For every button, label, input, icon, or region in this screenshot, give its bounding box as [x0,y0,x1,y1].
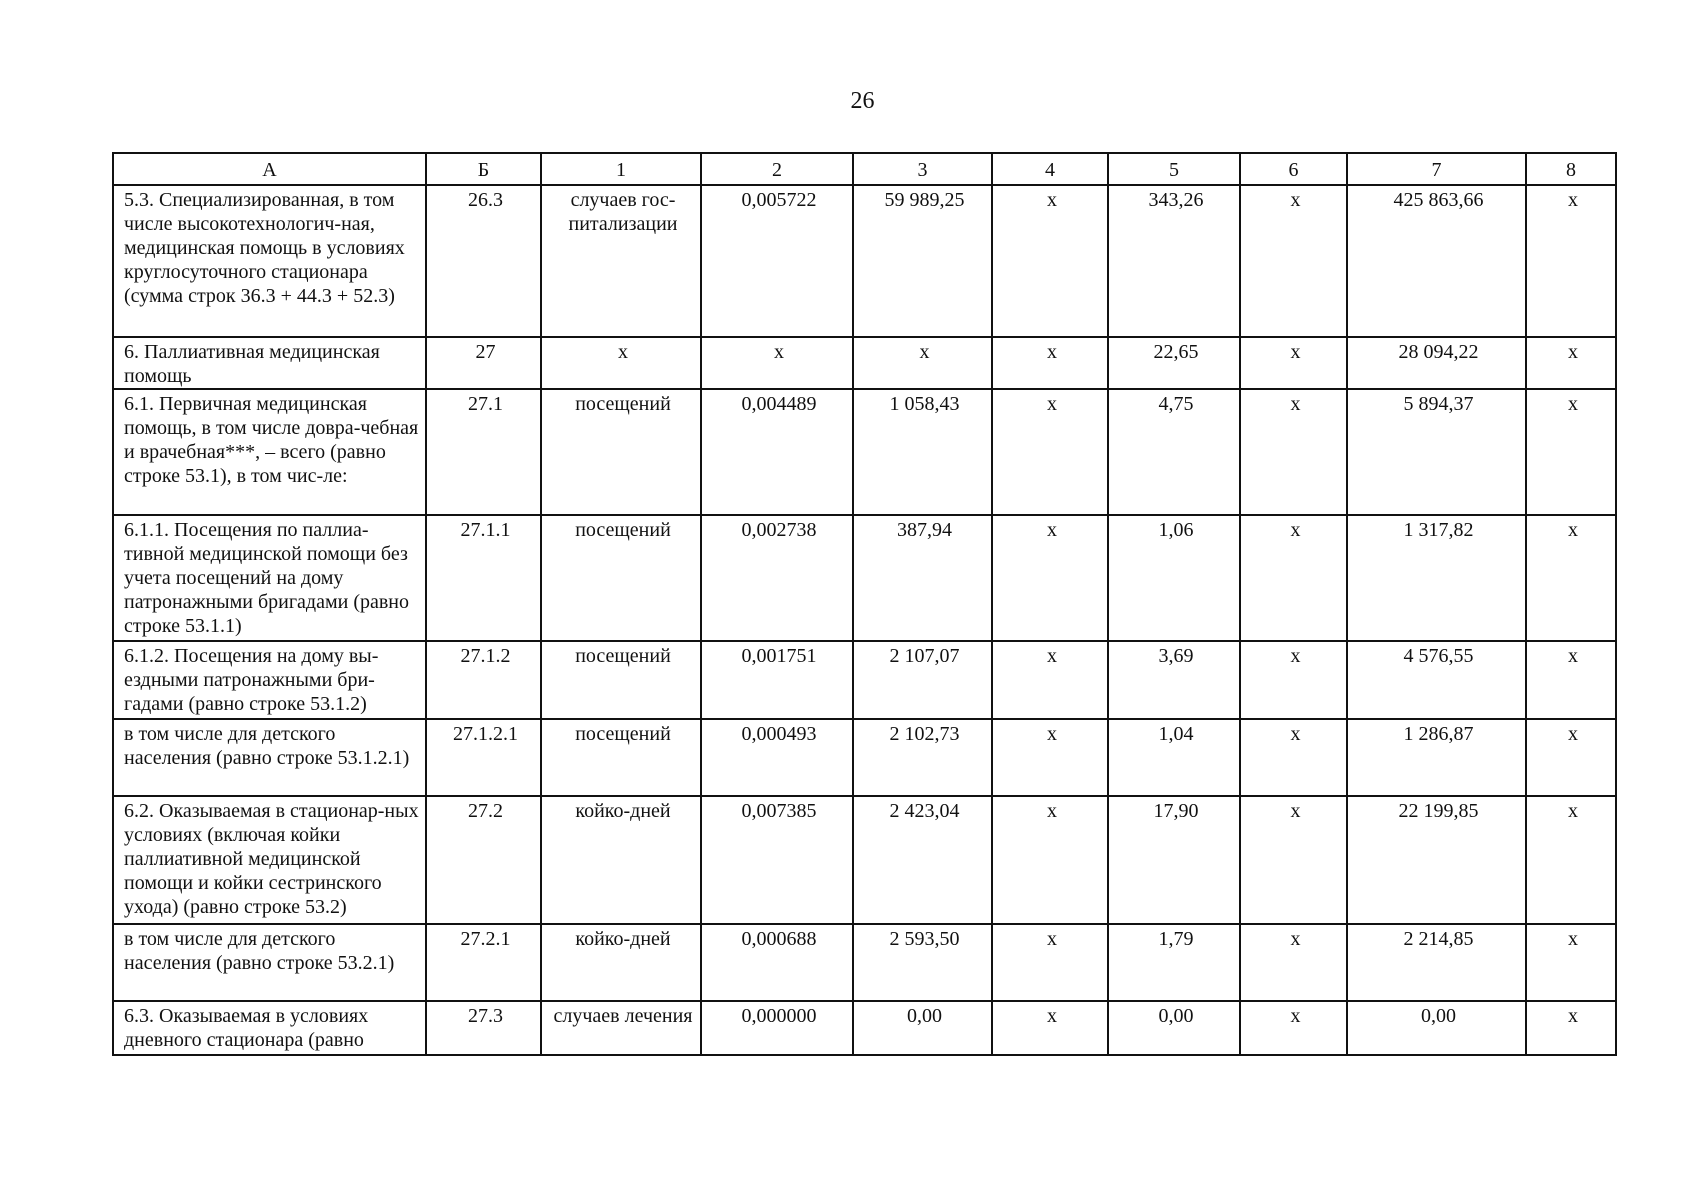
value-cell: х [1240,719,1347,796]
value-cell: х [1240,515,1347,641]
value-cell: 2 214,85 [1347,924,1526,1001]
row-label: 6.2. Оказываемая в стационар-ных условиях (включая койки паллиативной медицинской помощи и койки сестринского ухода) (равно строке 53.2) [113,796,426,924]
col-header: 7 [1347,153,1526,185]
unit-cell: посещений [541,389,701,515]
value-cell: 1,04 [1108,719,1240,796]
row-code: 27.1.2.1 [426,719,541,796]
row-label: 6.1. Первичная медицинская помощь, в том числе довра-чебная и врачебная***, – всего (равно строке 53.1), в том чис-ле: [113,389,426,515]
row-code: 27.2 [426,796,541,924]
value-cell: х [1240,389,1347,515]
value-cell: 5 894,37 [1347,389,1526,515]
table-row [113,389,1616,515]
value-cell: 0,00 [1347,1001,1526,1055]
value-cell: х [992,924,1108,1001]
header-row [113,153,1616,185]
row-label: 6.3. Оказываемая в условиях дневного стационара (равно [113,1001,426,1055]
value-cell: 22 199,85 [1347,796,1526,924]
data-table [112,152,1617,1056]
value-cell: х [1240,641,1347,719]
col-header: 6 [1240,153,1347,185]
value-cell: х [992,641,1108,719]
value-cell: х [992,337,1108,389]
value-cell: х [1240,337,1347,389]
value-cell: х [992,719,1108,796]
value-cell: 0,001751 [701,641,853,719]
value-cell: 0,007385 [701,796,853,924]
value-cell: х [992,389,1108,515]
unit-cell: койко-дней [541,796,701,924]
row-code: 27 [426,337,541,389]
table-row [113,924,1616,1001]
row-code: 26.3 [426,185,541,337]
row-code: 27.1.1 [426,515,541,641]
value-cell: 1 317,82 [1347,515,1526,641]
value-cell: 343,26 [1108,185,1240,337]
value-cell: 1 058,43 [853,389,992,515]
row-code: 27.1 [426,389,541,515]
value-cell: х [992,185,1108,337]
unit-cell: посещений [541,641,701,719]
value-cell: 387,94 [853,515,992,641]
value-cell: х [992,1001,1108,1055]
value-cell: 0,000000 [701,1001,853,1055]
col-header: 2 [701,153,853,185]
value-cell: х [1240,1001,1347,1055]
value-cell: 2 423,04 [853,796,992,924]
unit-cell: посещений [541,719,701,796]
value-cell: 1 286,87 [1347,719,1526,796]
value-cell: 0,002738 [701,515,853,641]
value-cell: х [1240,185,1347,337]
row-code: 27.1.2 [426,641,541,719]
row-code: 27.2.1 [426,924,541,1001]
value-cell: х [1526,337,1616,389]
table-row [113,185,1616,337]
unit-cell: койко-дней [541,924,701,1001]
row-label: 6.1.2. Посещения на дому вы-ездными патронажными бри-гадами (равно строке 53.1.2) [113,641,426,719]
value-cell: 0,000688 [701,924,853,1001]
value-cell: 0,005722 [701,185,853,337]
col-header: 8 [1526,153,1616,185]
value-cell: 4,75 [1108,389,1240,515]
value-cell: х [1526,515,1616,641]
value-cell: х [1240,796,1347,924]
value-cell: 2 593,50 [853,924,992,1001]
value-cell: 2 102,73 [853,719,992,796]
table-row [113,641,1616,719]
value-cell: 0,00 [1108,1001,1240,1055]
value-cell: х [992,515,1108,641]
value-cell: 0,004489 [701,389,853,515]
row-label: 5.3. Специализированная, в том числе высокотехнологич-ная, медицинская помощь в условиях круглосуточного стационара (сумма строк 36.3 + 44.3 + 52.3) [113,185,426,337]
unit-cell: х [541,337,701,389]
unit-cell: случаев лечения [541,1001,701,1055]
table-row [113,515,1616,641]
value-cell: х [1526,1001,1616,1055]
row-code: 27.3 [426,1001,541,1055]
row-label: в том числе для детского населения (равно строке 53.1.2.1) [113,719,426,796]
col-header: 5 [1108,153,1240,185]
value-cell: 3,69 [1108,641,1240,719]
row-label: в том числе для детского населения (равно строке 53.2.1) [113,924,426,1001]
row-label: 6. Паллиативная медицинская помощь [113,337,426,389]
unit-cell: случаев гос-питализации [541,185,701,337]
value-cell: 425 863,66 [1347,185,1526,337]
value-cell: х [1240,924,1347,1001]
value-cell: 0,00 [853,1001,992,1055]
table-row [113,337,1616,389]
table-row [113,1001,1616,1055]
value-cell: х [1526,719,1616,796]
col-header: 3 [853,153,992,185]
value-cell: 1,06 [1108,515,1240,641]
value-cell: 0,000493 [701,719,853,796]
value-cell: 4 576,55 [1347,641,1526,719]
value-cell: 2 107,07 [853,641,992,719]
value-cell: х [1526,924,1616,1001]
value-cell: 59 989,25 [853,185,992,337]
table-row [113,796,1616,924]
col-header: Б [426,153,541,185]
page-number: 26 [850,88,875,114]
value-cell: 22,65 [1108,337,1240,389]
col-header: А [113,153,426,185]
col-header: 1 [541,153,701,185]
value-cell: х [1526,796,1616,924]
value-cell: х [1526,389,1616,515]
value-cell: х [853,337,992,389]
table-row [113,719,1616,796]
value-cell: х [992,796,1108,924]
value-cell: 17,90 [1108,796,1240,924]
value-cell: х [1526,641,1616,719]
value-cell: х [701,337,853,389]
unit-cell: посещений [541,515,701,641]
value-cell: 1,79 [1108,924,1240,1001]
value-cell: 28 094,22 [1347,337,1526,389]
col-header: 4 [992,153,1108,185]
value-cell: х [1526,185,1616,337]
row-label: 6.1.1. Посещения по паллиа-тивной медицинской помощи без учета посещений на дому патронажными бригадами (равно строке 53.1.1) [113,515,426,641]
